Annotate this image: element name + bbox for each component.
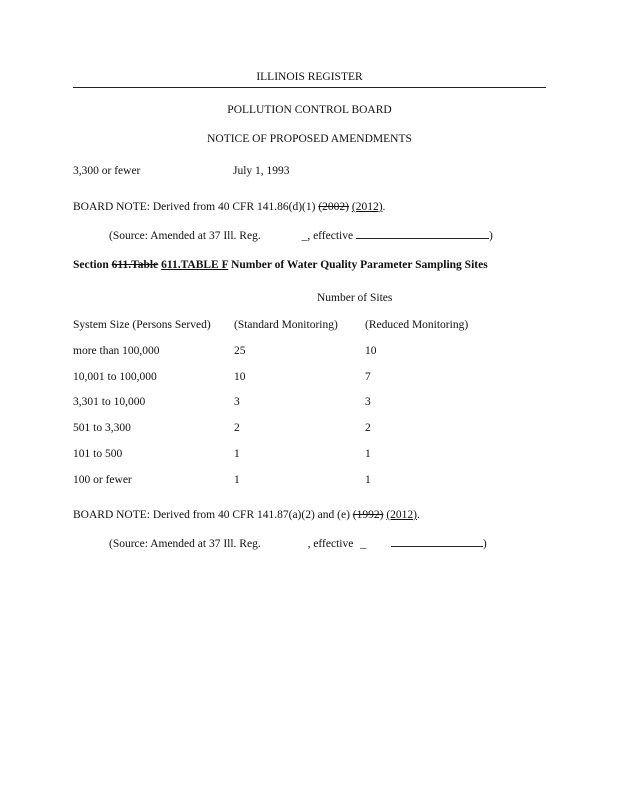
cell-reduced: 1: [365, 448, 371, 460]
section-heading: [73, 259, 488, 271]
table-row: [73, 474, 553, 488]
cell-standard: 10: [234, 371, 246, 383]
source-1-text: (Source: Amended at 37 Ill. Reg.: [109, 230, 261, 242]
cell-standard: 1: [234, 474, 240, 486]
table-row: [73, 448, 553, 462]
section-label: Section: [73, 259, 112, 271]
source-2-effective: , effective: [307, 538, 354, 550]
col-system-size: System Size (Persons Served): [73, 319, 211, 331]
board-note-1-new-year: (2012): [351, 201, 383, 213]
table-row: [73, 396, 553, 410]
col-standard: (Standard Monitoring): [234, 319, 338, 331]
cell-reduced: 1: [365, 474, 371, 486]
table-row: [73, 422, 553, 436]
col-reduced: (Reduced Monitoring): [365, 319, 469, 331]
board-note-1-suffix: .: [382, 201, 386, 213]
board-note-2-suffix: .: [417, 509, 420, 521]
section-title: Number of Water Quality Parameter Sampling Sites: [228, 259, 488, 271]
agency-title: POLLUTION CONTROL BOARD: [227, 104, 392, 116]
notice-title: NOTICE OF PROPOSED AMENDMENTS: [207, 133, 412, 145]
cell-size: more than 100,000: [73, 345, 160, 357]
prev-table-row: [73, 165, 553, 179]
cell-standard: 2: [234, 422, 240, 434]
board-note-1-text: BOARD NOTE: Derived from 40 CFR 141.86(d)(1): [73, 201, 319, 213]
cell-size: 101 to 500: [73, 448, 123, 460]
cell-size: 3,301 to 10,000: [73, 396, 146, 408]
header-rule: [73, 87, 546, 88]
source-line-1: [109, 230, 493, 242]
cell-reduced: 10: [365, 345, 377, 357]
cell-reduced: 7: [365, 371, 371, 383]
cell-size: 10,001 to 100,000: [73, 371, 157, 383]
table-group-header: Number of Sites: [317, 292, 393, 304]
board-note-2-old-year: (1992): [352, 509, 384, 521]
board-note-1: [73, 201, 385, 213]
board-note-1-old-year: (2002): [318, 201, 349, 213]
table-row: [73, 345, 553, 359]
prev-size: 3,300 or fewer: [73, 165, 141, 177]
source-line-2: [109, 538, 487, 550]
cell-standard: 25: [234, 345, 246, 357]
table-header-row: [73, 319, 553, 333]
cell-size: 501 to 3,300: [73, 422, 131, 434]
source-1-effective-blank: [356, 238, 489, 239]
source-1-effective: , effective: [307, 230, 354, 242]
source-2-text: (Source: Amended at 37 Ill. Reg.: [109, 538, 261, 550]
cell-standard: 1: [234, 448, 240, 460]
section-old-number: 611.Table: [111, 259, 159, 271]
table-row: [73, 371, 553, 385]
prev-date: July 1, 1993: [233, 165, 290, 177]
source-2-effective-blank: [391, 546, 483, 547]
source-2-dash: _: [360, 538, 366, 550]
cell-reduced: 3: [365, 396, 371, 408]
source-1-dash: _: [301, 230, 308, 242]
source-1-close: ): [488, 230, 493, 242]
cell-standard: 3: [234, 396, 240, 408]
section-new-number: 611.TABLE F: [161, 259, 229, 271]
board-note-2-new-year: (2012): [386, 509, 417, 521]
cell-reduced: 2: [365, 422, 371, 434]
board-note-2: [73, 509, 420, 521]
register-title: ILLINOIS REGISTER: [256, 71, 363, 83]
cell-size: 100 or fewer: [73, 474, 132, 486]
board-note-2-text: BOARD NOTE: Derived from 40 CFR 141.87(a)(2) and (e): [73, 509, 353, 521]
source-2-close: ): [482, 538, 487, 550]
